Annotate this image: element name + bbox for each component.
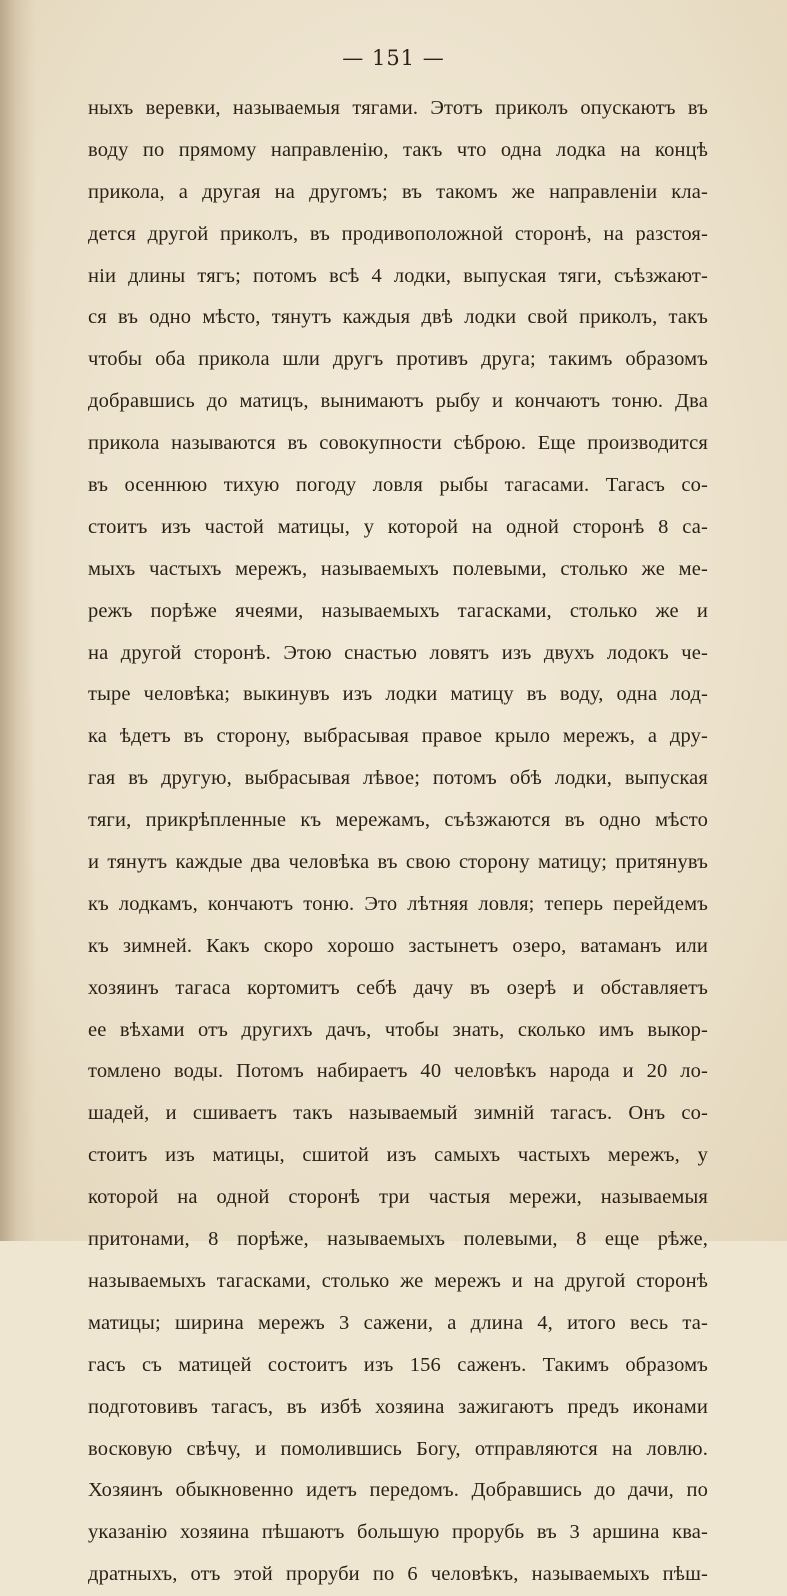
text-line: къ зимней. Какъ скоро хорошо застынетъ озеро, ватаманъ или [88, 934, 708, 957]
text-line: къ лодкамъ, кончаютъ тоню. Это лѣтняя ловля; теперь перейдемъ [88, 892, 708, 915]
text-line: дратныхъ, отъ этой проруби по 6 человѣкъ, называемыхъ пѣш- [88, 1563, 708, 1586]
text-line: которой на одной сторонѣ три частыя мережи, называемыя [88, 1186, 708, 1209]
text-line: матицы; ширина мережъ 3 сажени, а длина 4, итого весь та- [88, 1311, 708, 1334]
text-line: чтобы оба прикола шли другъ противъ друга; такимъ образомъ [88, 348, 708, 371]
text-line: гасъ съ матицей состоитъ изъ 156 саженъ. Такимъ образомъ [88, 1353, 708, 1376]
text-line: восковую свѣчу, и помолившись Богу, отправляются на ловлю. [88, 1437, 708, 1460]
binding-edge-shadow [0, 0, 36, 1241]
text-line: ся въ одно мѣсто, тянутъ каждыя двѣ лодки свой приколъ, такъ [88, 306, 708, 329]
text-line: гая въ другую, выбрасывая лѣвое; потомъ обѣ лодки, выпуская [88, 767, 708, 790]
text-line: прикола называются въ совокупности сѣброю. Еще производится [88, 432, 708, 455]
text-line: указанію хозяина пѣшаютъ большую прорубь въ 3 аршина ква- [88, 1521, 708, 1544]
text-line: стоитъ изъ матицы, сшитой изъ самыхъ частыхъ мережъ, у [88, 1144, 708, 1167]
text-line: тыре человѣка; выкинувъ изъ лодки матицу въ воду, одна лод- [88, 683, 708, 706]
text-line: воду по прямому направленію, такъ что одна лодка на концѣ [88, 138, 708, 161]
text-line: ее вѣхами отъ другихъ дачъ, чтобы знать, сколько имъ выкор- [88, 1018, 708, 1041]
text-line: добравшись до матицъ, вынимаютъ рыбу и кончаютъ тоню. Два [88, 390, 708, 413]
text-line: шадей, и сшиваетъ такъ называемый зимній тагасъ. Онъ со- [88, 1102, 708, 1125]
text-line: ніи длины тягъ; потомъ всѣ 4 лодки, выпуская тяги, съѣзжают- [88, 264, 708, 287]
text-line: подготовивъ тагасъ, въ избѣ хозяина зажигаютъ предъ иконами [88, 1395, 708, 1418]
text-line: на другой сторонѣ. Этою снастью ловятъ изъ двухъ лодокъ че- [88, 641, 708, 664]
text-line: дется другой приколъ, въ продивоположной сторонѣ, на разстоя- [88, 222, 708, 245]
text-line: томлено воды. Потомъ набираетъ 40 человѣкъ народа и 20 ло- [88, 1060, 708, 1083]
text-line: въ осеннюю тихую погоду ловля рыбы тагасами. Тагасъ со- [88, 474, 708, 497]
text-line: тяги, прикрѣпленные къ мережамъ, съѣзжаются въ одно мѣсто [88, 809, 708, 832]
text-line: называемыхъ тагасками, столько же мережъ и на другой сторонѣ [88, 1269, 708, 1292]
text-line: Хозяинъ обыкновенно идетъ передомъ. Добравшись до дачи, по [88, 1479, 708, 1502]
text-line: ка ѣдетъ въ сторону, выбрасывая правое крыло мережъ, а дру- [88, 725, 708, 748]
body-text [88, 88, 708, 1596]
page-number: — 151 — [342, 46, 445, 70]
text-line: мыхъ частыхъ мережъ, называемыхъ полевыми, столько же ме- [88, 557, 708, 580]
text-line: ныхъ веревки, называемыя тягами. Этотъ приколъ опускаютъ въ [88, 97, 708, 119]
text-line: и тянутъ каждые два человѣка въ свою сторону матицу; притянувъ [88, 851, 708, 874]
text-line: режъ порѣже ячеями, называемыхъ тагасками, столько же и [88, 599, 708, 622]
text-line: прикола, а другая на другомъ; въ такомъ же направленіи кла- [88, 180, 708, 203]
text-line: притонами, 8 порѣже, называемыхъ полевыми, 8 еще рѣже, [88, 1228, 708, 1251]
text-line: хозяинъ тагаса кортомитъ себѣ дачу въ озерѣ и обставляетъ [88, 976, 708, 999]
text-line: стоитъ изъ частой матицы, у которой на одной сторонѣ 8 са- [88, 515, 708, 538]
